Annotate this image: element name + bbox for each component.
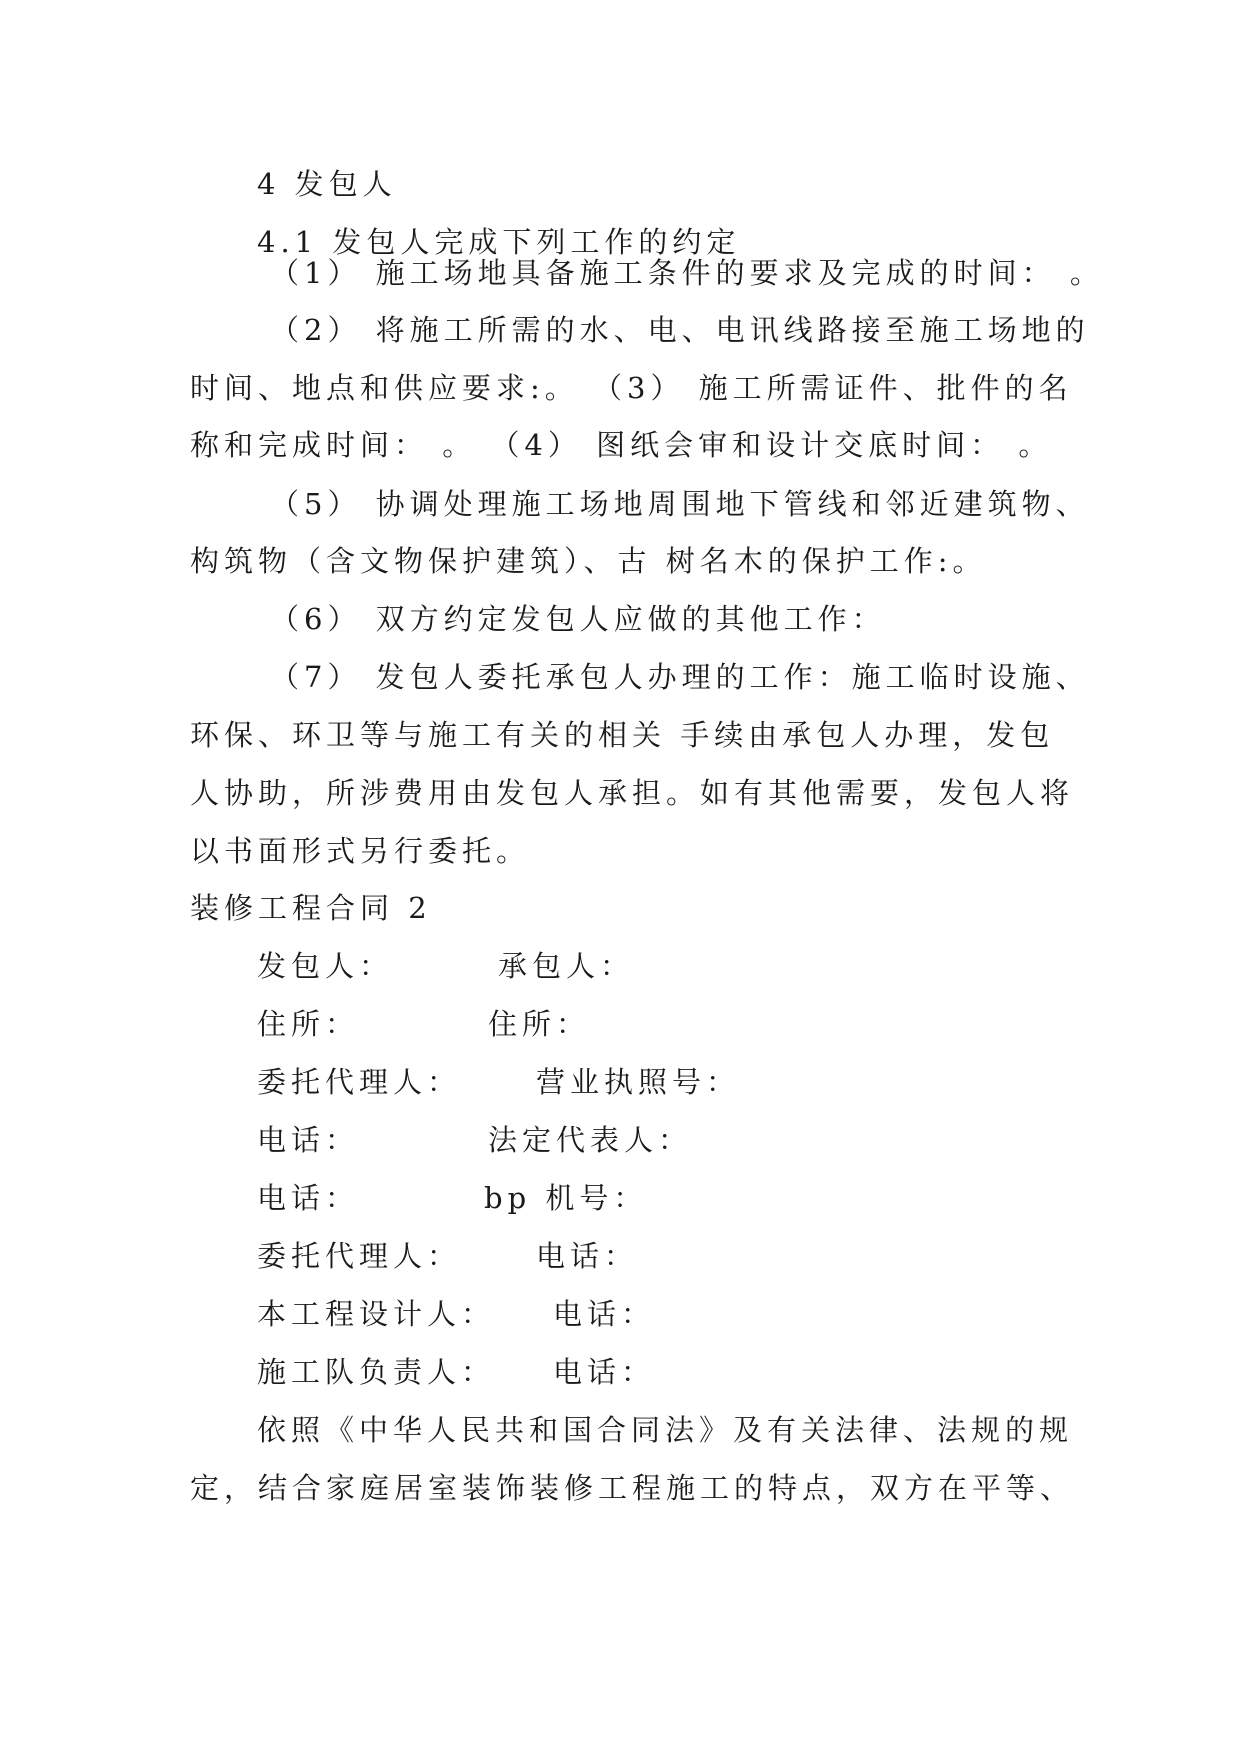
paragraph-item-5-line-2: 构筑物（含文物保护建筑）、古 树名木的保护工作:。 bbox=[190, 544, 987, 578]
paragraph-item-1: （1） 施工场地具备施工条件的要求及完成的时间： 。 bbox=[270, 256, 1104, 290]
party-label-right: 电话： bbox=[536, 1239, 639, 1273]
party-label-right: 电话： bbox=[553, 1297, 656, 1331]
intro-line-2: 定，结合家庭居室装饰装修工程施工的特点，双方在平等、 bbox=[190, 1471, 1075, 1505]
party-label-left: 委托代理人： bbox=[257, 1239, 462, 1273]
paragraph-item-6: （6） 双方约定发包人应做的其他工作： bbox=[270, 602, 886, 636]
party-label-right: 住所： bbox=[488, 1007, 591, 1041]
paragraph-item-7-line-2: 环保、环卫等与施工有关的相关 手续由承包人办理，发包 bbox=[190, 718, 1055, 752]
paragraph-item-2-line-3: 称和完成时间： 。 （4） 图纸会审和设计交底时间： 。 bbox=[190, 428, 1053, 462]
paragraph-item-7-line-1: （7） 发包人委托承包人办理的工作：施工临时设施、 bbox=[270, 660, 1090, 694]
party-label-right: 电话： bbox=[553, 1355, 656, 1389]
party-label-left: 委托代理人： bbox=[257, 1065, 462, 1099]
party-label-right: 营业执照号： bbox=[536, 1065, 741, 1099]
party-label-left: 电话： bbox=[257, 1123, 360, 1157]
party-label-left: 本工程设计人： bbox=[257, 1297, 496, 1331]
party-label-left: 电话： bbox=[257, 1181, 360, 1215]
party-label-left: 发包人： bbox=[257, 949, 394, 983]
party-label-right: 法定代表人： bbox=[488, 1123, 693, 1157]
intro-line-1: 依照《中华人民共和国合同法》及有关法律、法规的规 bbox=[257, 1413, 1074, 1447]
paragraph-item-2-line-1: （2） 将施工所需的水、电、电讯线路接至施工场地的 bbox=[270, 313, 1090, 347]
section-heading: 4 发包人 bbox=[257, 167, 397, 201]
paragraph-item-5-line-1: （5） 协调处理施工场地周围地下管线和邻近建筑物、 bbox=[270, 487, 1090, 521]
party-label-right: bp 机号： bbox=[484, 1181, 648, 1215]
party-label-right: 承包人： bbox=[498, 949, 635, 983]
contract-title: 装修工程合同 2 bbox=[190, 891, 432, 925]
sub-heading: 4.1 发包人完成下列工作的约定 bbox=[257, 225, 741, 259]
paragraph-item-7-line-3: 人协助，所涉费用由发包人承担。如有其他需要，发包人将 bbox=[190, 776, 1075, 810]
party-label-left: 住所： bbox=[257, 1007, 360, 1041]
paragraph-item-2-line-2: 时间、地点和供应要求:。 （3） 施工所需证件、批件的名 bbox=[190, 371, 1073, 405]
paragraph-item-7-line-4: 以书面形式另行委托。 bbox=[190, 834, 531, 868]
party-label-left: 施工队负责人： bbox=[257, 1355, 496, 1389]
